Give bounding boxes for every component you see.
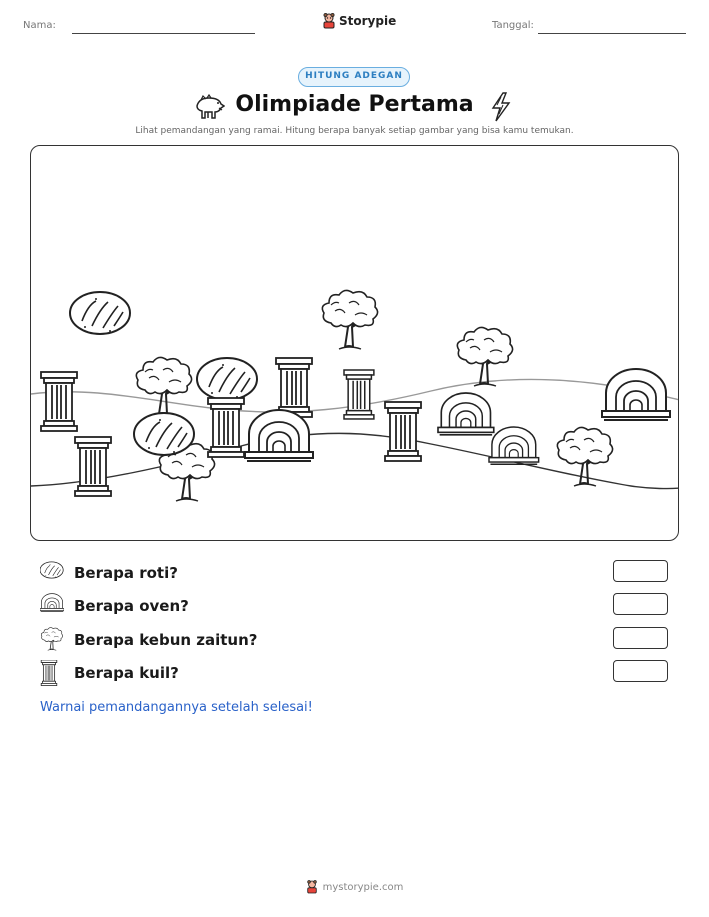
lightning-bolt-icon xyxy=(490,92,512,122)
page-title: Olimpiade Pertama xyxy=(235,92,474,117)
olive-tree xyxy=(136,357,191,416)
question-text: Berapa roti? xyxy=(74,564,178,582)
date-label: Tanggal: xyxy=(492,20,534,31)
column-icon xyxy=(40,660,58,686)
question-row-column xyxy=(40,660,670,686)
footer-url: mystorypie.com xyxy=(322,881,404,893)
bread xyxy=(134,413,194,455)
olive-tree-icon xyxy=(40,627,64,651)
olive-tree xyxy=(457,327,512,386)
question-text: Berapa kuil? xyxy=(74,664,179,682)
question-text: Berapa kebun zaitun? xyxy=(74,631,258,649)
question-row-olive-tree xyxy=(40,627,670,653)
column xyxy=(276,358,312,417)
column xyxy=(344,370,374,419)
question-text: Berapa oven? xyxy=(74,597,189,615)
name-label: Nama: xyxy=(23,20,56,31)
storypie-mascot-icon xyxy=(306,880,318,894)
brand-logo xyxy=(322,13,396,29)
bread-icon xyxy=(40,560,64,580)
counting-scene xyxy=(30,145,679,541)
answer-box-oven[interactable] xyxy=(613,593,668,615)
olive-tree xyxy=(322,290,377,349)
column xyxy=(385,402,421,461)
column xyxy=(208,398,244,457)
bread xyxy=(197,358,257,400)
date-field[interactable] xyxy=(538,33,686,34)
question-row-bread xyxy=(40,560,670,586)
column xyxy=(41,372,77,431)
bread xyxy=(70,292,130,334)
oven-icon xyxy=(40,593,64,613)
question-row-oven xyxy=(40,593,670,619)
instructions: Lihat pemandangan yang ramai. Hitung berapa banyak setiap gambar yang bisa kamu temukan. xyxy=(135,126,574,136)
answer-box-column[interactable] xyxy=(613,660,668,682)
footer xyxy=(0,880,709,894)
oven xyxy=(438,393,494,435)
activity-badge: HITUNG ADEGAN xyxy=(298,67,410,87)
oven xyxy=(489,427,539,464)
answer-box-bread[interactable] xyxy=(613,560,668,582)
name-field[interactable] xyxy=(72,33,255,34)
storypie-mascot-icon xyxy=(322,13,336,29)
coloring-instruction: Warnai pemandangannya setelah selesai! xyxy=(40,700,313,715)
answer-box-olive-tree[interactable] xyxy=(613,627,668,649)
oven xyxy=(602,369,670,420)
brand-name: Storypie xyxy=(339,14,397,28)
column xyxy=(75,437,111,496)
